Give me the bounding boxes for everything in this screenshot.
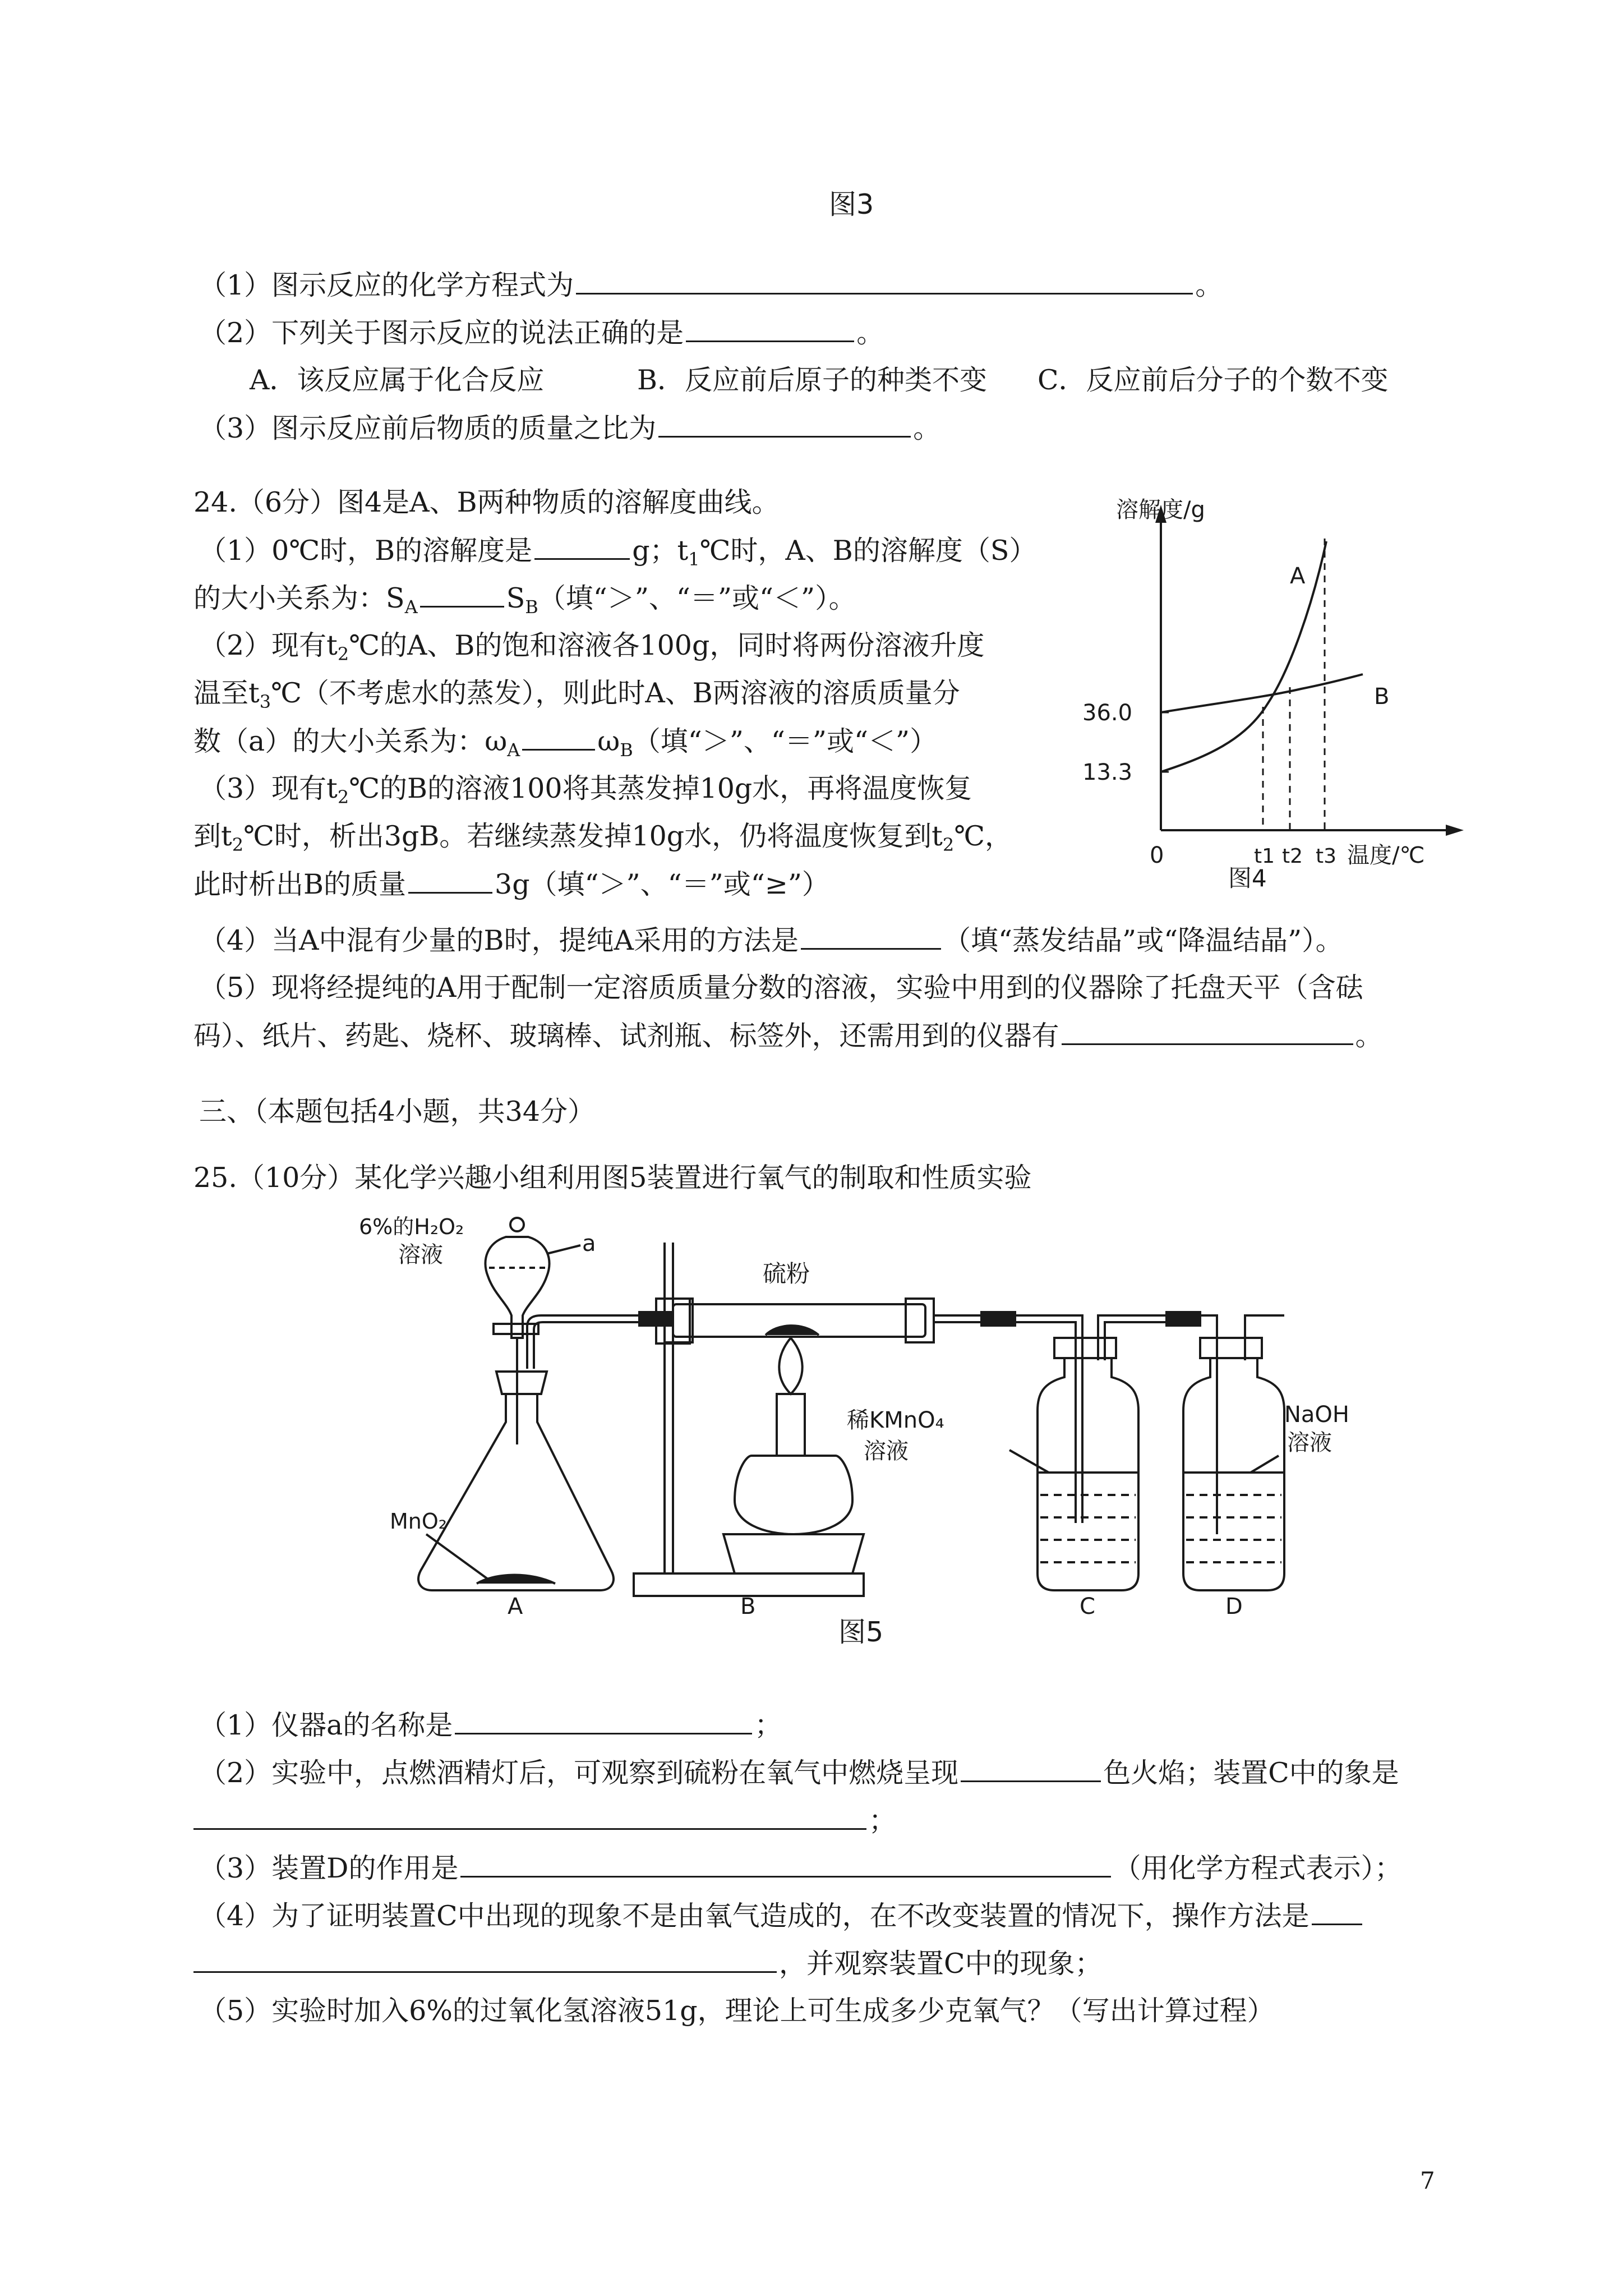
- kmno4-pointer: [1009, 1450, 1049, 1473]
- q24-text: 的大小关系为：S: [193, 582, 405, 614]
- curve-a-label: A: [1290, 563, 1306, 589]
- q25-text: ，并观察装置C中的现象；: [779, 1948, 1103, 1980]
- rubber-tube: [981, 1312, 1015, 1326]
- q24-text: ℃，: [954, 820, 1013, 852]
- answer-blank[interactable]: [522, 724, 595, 751]
- q24-text: 温至t: [193, 677, 260, 709]
- q24-text: ℃时，A、B的溶解度（S）: [699, 535, 1037, 567]
- answer-blank[interactable]: [534, 533, 630, 560]
- mno2-pointer: [426, 1534, 488, 1579]
- q24-line3: [199, 629, 984, 671]
- q25-text: （用化学方程式表示）；: [1113, 1852, 1402, 1884]
- subscript: A: [404, 596, 418, 618]
- fig3-caption: 图3: [829, 188, 874, 220]
- q23-option-c: C．反应前后分子的个数不变: [1038, 364, 1389, 396]
- x-axis-label: 温度/℃: [1347, 843, 1425, 868]
- subscript: 1: [688, 549, 700, 570]
- q25-text: （2）实验中，点燃酒精灯后，可观察到硫粉在氧气中燃烧呈现: [199, 1757, 959, 1789]
- q23-part3: [199, 411, 940, 445]
- q24-text: ω: [597, 725, 620, 757]
- x-tick-label: t3: [1316, 845, 1337, 868]
- delivery-tube-inner: [534, 1322, 639, 1369]
- bottle-c-outlet-inner: [1105, 1322, 1189, 1360]
- rubber-tube: [1166, 1312, 1200, 1326]
- q24-title: 24.（6分）图4是A、B两种物质的溶解度曲线。: [193, 486, 780, 518]
- answer-blank[interactable]: [686, 316, 854, 342]
- q25-text: ；: [754, 1709, 782, 1741]
- tube-to-c: [934, 1315, 1082, 1523]
- q24-text: ℃时，析出3gB。若继续蒸发掉10g水，仍将温度恢复到t: [243, 820, 943, 852]
- q24-line5: [193, 724, 937, 767]
- answer-blank[interactable]: [193, 1947, 777, 1973]
- q24-line2: [193, 581, 856, 624]
- q25-text: ；: [869, 1805, 897, 1837]
- x-axis-arrow: [1446, 825, 1464, 836]
- answer-blank[interactable]: [193, 1803, 866, 1830]
- stand-base: [634, 1573, 864, 1596]
- bottle-c: [1038, 1358, 1138, 1590]
- q25-line7: （5）实验时加入6%的过氧化氢溶液51g，理论上可生成多少克氧气？（写出计算过程）: [199, 1995, 1275, 2027]
- x-tick-label: t2: [1282, 845, 1303, 868]
- q25-line4: [199, 1851, 1402, 1885]
- q24-text: g；t: [632, 535, 689, 567]
- mno2-label: MnO₂: [390, 1509, 448, 1534]
- kmno4-label-2: 溶液: [864, 1438, 909, 1464]
- fig5-caption: 图5: [838, 1616, 884, 1648]
- h2o2-label-2: 溶液: [398, 1242, 443, 1268]
- q24-line1: [199, 533, 1036, 576]
- q25-line1: [199, 1708, 782, 1742]
- q24-text: ℃的A、B的饱和溶液各100g，同时将两份溶液升度: [349, 629, 985, 661]
- apparatus-letter: C: [1080, 1594, 1095, 1619]
- fig5-apparatus: [359, 1209, 1349, 1619]
- q25-text: （4）为了证明装置C中出现的现象不是由氧气造成的，在不改变装置的情况下，操作方法是: [199, 1900, 1310, 1932]
- origin-label: 0: [1150, 843, 1164, 868]
- q24-text: 。: [1355, 1020, 1383, 1052]
- q25-text: （1）仪器a的名称是: [199, 1709, 453, 1741]
- bottle-d-inlet: [1200, 1315, 1217, 1534]
- q24-text: 3g（填“＞”、“＝”或“≥”）: [495, 868, 829, 900]
- y-axis-label: 溶解度/g: [1116, 497, 1205, 523]
- section3-heading: 三、（本题包括4小题，共34分）: [199, 1096, 596, 1128]
- sulfur-label: 硫粉: [763, 1260, 810, 1287]
- naoh-pointer: [1251, 1456, 1279, 1473]
- q25-title: 25.（10分）某化学兴趣小组利用图5装置进行氧气的制取和性质实验: [193, 1162, 1032, 1194]
- q25-text: （3）装置D的作用是: [199, 1852, 459, 1884]
- q24-text: 数（a）的大小关系为：ω: [193, 725, 508, 757]
- answer-blank[interactable]: [408, 867, 492, 894]
- naoh-label-2: 溶液: [1287, 1430, 1332, 1456]
- answer-blank[interactable]: [420, 581, 504, 608]
- q23-part3-text: （3）图示反应前后物质的质量之比为: [199, 412, 657, 444]
- q24-text: S: [506, 582, 525, 614]
- q25-line3: [193, 1803, 896, 1838]
- sulfur-powder: [766, 1326, 819, 1335]
- x-tick-label: t1: [1254, 845, 1275, 868]
- funnel-stopper: [510, 1218, 524, 1231]
- delivery-tube: [527, 1315, 639, 1369]
- subscript: A: [507, 739, 520, 761]
- q24-text: （填“＞”、“＝”或“＜”）。: [538, 582, 856, 614]
- kmno4-label: 稀KMnO₄: [847, 1407, 944, 1433]
- subscript: B: [620, 739, 633, 761]
- subscript: 2: [232, 834, 244, 855]
- answer-blank[interactable]: [658, 411, 911, 438]
- answer-blank[interactable]: [576, 268, 1193, 295]
- q24-text: （填“蒸发结晶”或“降温结晶”）。: [943, 924, 1343, 956]
- lamp-stand: [723, 1534, 864, 1573]
- q23-part1: [199, 268, 1223, 302]
- apparatus-letter: D: [1225, 1594, 1243, 1619]
- answer-blank[interactable]: [455, 1708, 752, 1734]
- curve-b: [1161, 674, 1363, 712]
- h2o2-label: 6%的H₂O₂: [359, 1214, 464, 1239]
- subscript: 2: [942, 834, 955, 855]
- answer-blank[interactable]: [460, 1851, 1111, 1878]
- q23-part1-end: 。: [1195, 269, 1223, 301]
- alcohol-lamp: [735, 1456, 852, 1534]
- q24-text: （2）现有t: [199, 629, 338, 661]
- lamp-wick-holder: [777, 1394, 805, 1456]
- flame: [779, 1338, 802, 1394]
- q24-text: （4）当A中混有少量的B时，提纯A采用的方法是: [199, 924, 799, 956]
- subscript: 3: [259, 691, 271, 712]
- fig4-solubility-chart: [1066, 494, 1475, 892]
- a-pointer: [547, 1245, 580, 1254]
- q23-option-a: A．该反应属于化合反应: [250, 364, 545, 396]
- q23-option-b: B．反应前后原子的种类不变: [637, 364, 988, 396]
- y-tick-label: 13.3: [1082, 760, 1133, 785]
- q23-part2-end: 。: [856, 317, 884, 349]
- q23-part2-text: （2）下列关于图示反应的说法正确的是: [199, 317, 684, 349]
- q24-text: （填“＞”、“＝”或“＜”）: [633, 725, 938, 757]
- flask-stopper: [496, 1372, 547, 1394]
- naoh-label: NaOH: [1284, 1402, 1349, 1428]
- apparatus-letter: A: [508, 1594, 523, 1619]
- q24-text: 此时析出B的质量: [193, 868, 407, 900]
- q24-line9: [199, 923, 1343, 958]
- q24-line6: [199, 772, 972, 814]
- y-tick-label: 36.0: [1082, 700, 1133, 726]
- q23-part1-text: （1）图示反应的化学方程式为: [199, 269, 574, 301]
- subscript: 2: [337, 786, 349, 808]
- answer-blank[interactable]: [961, 1756, 1101, 1782]
- q24-line11: [193, 1019, 1383, 1053]
- q24-text: ℃（不考虑水的蒸发），则此时A、B两溶液的溶质质量分: [271, 677, 960, 709]
- q25-text: 色火焰；装置C中的象是: [1103, 1757, 1399, 1789]
- funnel-stopcock: [494, 1324, 538, 1334]
- q24-line8: [193, 867, 829, 901]
- answer-blank[interactable]: [801, 923, 941, 950]
- subscript: 2: [337, 643, 349, 665]
- apparatus-letter: B: [740, 1594, 756, 1619]
- fig4-caption: 图4: [1228, 864, 1267, 892]
- q25-line2: [199, 1756, 1399, 1790]
- q24-line4: [193, 677, 960, 719]
- q24-text: （1）0℃时，B的溶解度是: [199, 535, 533, 567]
- answer-blank[interactable]: [1062, 1019, 1353, 1045]
- q25-line6: [193, 1947, 1103, 1981]
- page-number: 7: [1420, 2167, 1435, 2194]
- bottle-c-stopper: [1054, 1338, 1116, 1358]
- curve-b-label: B: [1374, 684, 1390, 710]
- q24-text: 到t: [193, 820, 232, 852]
- mno2-pile: [477, 1575, 555, 1584]
- q24-text: 码）、纸片、药匙、烧杯、玻璃棒、试剂瓶、标签外，还需用到的仪器有: [193, 1020, 1059, 1052]
- subscript: B: [525, 596, 538, 618]
- bottle-d: [1183, 1358, 1284, 1590]
- q24-line10: （5）现将经提纯的A用于配制一定溶质质量分数的溶液，实验中用到的仪器除了托盘天平（含砝: [199, 972, 1363, 1004]
- q24-text: ℃的B的溶液100将其蒸发掉10g水，再将温度恢复: [349, 772, 972, 804]
- answer-blank[interactable]: [1312, 1899, 1362, 1925]
- q24-line7: [193, 820, 1012, 862]
- q23-part2: [199, 316, 884, 350]
- q25-line5: [199, 1899, 1364, 1933]
- instrument-a-label: a: [582, 1231, 596, 1257]
- q23-part3-end: 。: [913, 412, 941, 444]
- q24-text: （3）现有t: [199, 772, 338, 804]
- bottle-d-stopper: [1200, 1338, 1262, 1358]
